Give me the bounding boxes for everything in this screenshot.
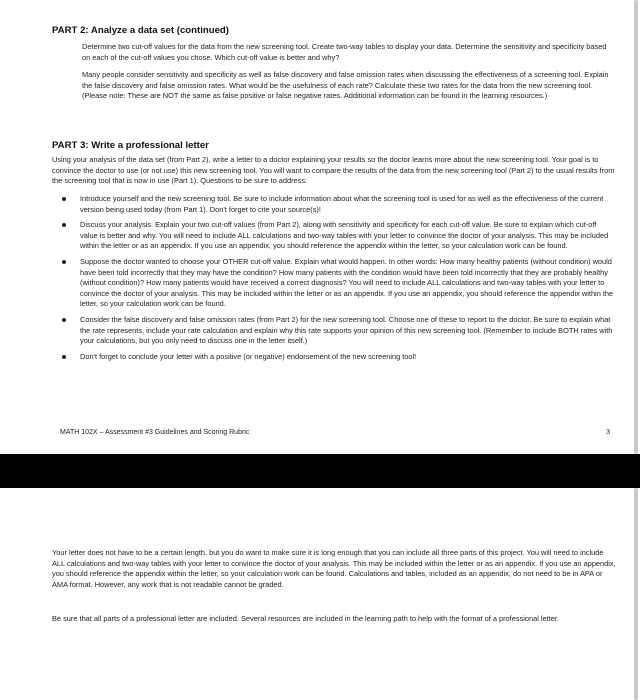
list-item: Suppose the doctor wanted to choose your OTHER cut-off value. Explain what would happen. In other words: How many healthy patients (without condition) would have been told incorrectly that they may have the condition? How many patients with the condition would have been told incorrectly that they are probably healthy (without condition)? How many patients would have received a correct diagnosis? You will need to include ALL calculations and two-way tables with your letter to convince the doctor of your analysis. This may be included within the letter or as an appendix. If you use an appendix, you should reference the appendix within the letter, so your calculation work can be found. xyxy=(62,257,614,310)
document-page-4 xyxy=(0,488,640,700)
list-item: Don't forget to conclude your letter with a positive (or negative) endorsement of the new screening tool! xyxy=(62,352,614,363)
page2-paragraph-2: Be sure that all parts of a professional letter are included. Several resources are included in the learning path to help with the format of a professional letter. xyxy=(52,614,559,623)
part3-bullet-list xyxy=(62,194,614,367)
bullet-icon xyxy=(62,223,66,227)
scrollbar[interactable] xyxy=(634,488,638,700)
part3-intro: Using your analysis of the data set (from Part 2), write a letter to a doctor explaining your results so the doctor learns more about the new screening tool. Your goal is to convince the doctor to use (or not use) this new screening tool. You will want to compare the results of the data from the new screening tool (Part 2) to the usual results from the screening tool that is now in use (Part 1). Questions to be sure to address: xyxy=(52,155,615,186)
bullet-icon xyxy=(62,197,66,201)
scrollbar[interactable] xyxy=(634,0,638,454)
part2-paragraph-2: Many people consider sensitivity and specificity as well as false discovery and false omission rates when discussing the effectiveness of a screening tool. Explain the false discovery and false omission rates. What would be the usefulness of each rate? Calculate these two rates for the data from the new screening tool. (Please note: These are NOT the same as false positive or false negative rates. Additional information can be found in the learning resources.) xyxy=(82,70,609,101)
list-item: Discuss your analysis. Explain your two cut-off values (from Part 2), along with sensitivity and specificity for each cut-off value. Be sure to explain which cut-off value is better and why. You will need to include ALL calculations and two-way tables with your letter to convince the doctor of your analysis. This may be included within the letter or as an appendix. If you use an appendix, you should reference the appendix within the letter, so your calculation work can be found. xyxy=(62,220,614,252)
list-item: Consider the false discovery and false omission rates (from Part 2) for the new screening tool. Choose one of these to report to the doctor. Be sure to explain what the rate represents, include your rate calculation and explain why this rate supports your opinion of this new screening tool. (Remember to include BOTH rates with your calculations, but you only need to discuss one in the letter itself.) xyxy=(62,315,614,347)
list-item: Introduce yourself and the new screening tool. Be sure to include information about what the screening tool is used for as well as the effectiveness of the current version being used today (from Part 1). Don't forget to cite your source(s)! xyxy=(62,194,614,215)
page-footer: MATH 102X – Assessment #3 Guidelines and Scoring Rubric xyxy=(60,429,250,436)
part2-heading: PART 2: Analyze a data set (continued) xyxy=(52,25,229,36)
bullet-icon xyxy=(62,355,66,359)
part2-paragraph-1: Determine two cut-off values for the data from the new screening tool. Create two-way tables to display your data. Determine the sensitivity and specificity based on each of the cut-off values you chose. Which cut-off value is better and why? xyxy=(82,42,607,62)
bullet-icon xyxy=(62,260,66,264)
page-number: 3 xyxy=(606,429,610,436)
bullet-icon xyxy=(62,318,66,322)
page2-paragraph-1: Your letter does not have to be a certain length, but you do want to make sure it is long enough that you can include all three parts of this project. You will need to include ALL calculations and two-way tables with your letter to convince the doctor of your analysis. This may be included within the letter or as an appendix. If you use an appendix, you should reference the appendix within the letter, so your calculation work can be found. Calculations and tables, included as an appendix, do not need to be in APA or AMA format. However, any work that is not readable cannot be graded. xyxy=(52,548,616,589)
page-break xyxy=(0,454,640,488)
part3-heading: PART 3: Write a professional letter xyxy=(52,140,209,151)
